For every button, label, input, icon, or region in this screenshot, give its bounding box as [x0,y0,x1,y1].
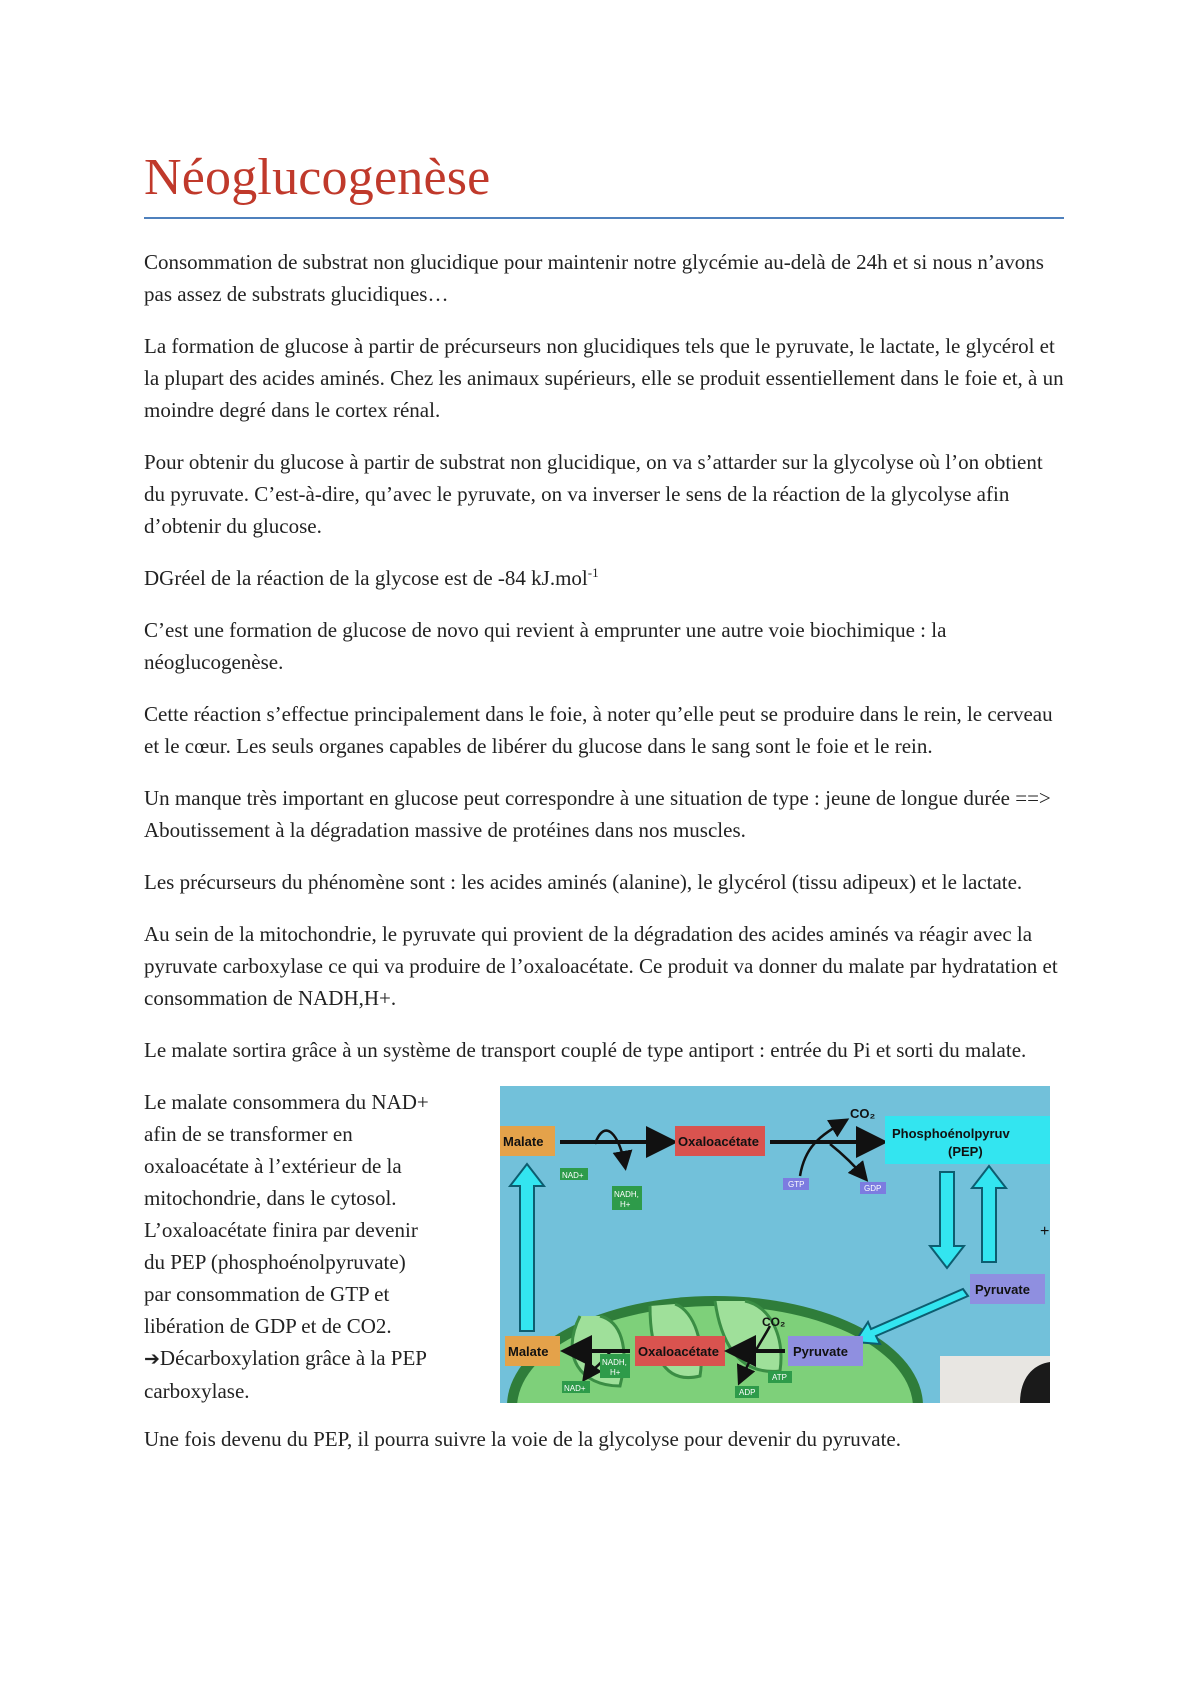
side-text-line: mitochondrie, dans le cytosol. [144,1186,397,1210]
diagonal-arrow [855,1289,968,1344]
paragraph: Consommation de substrat non glucidique pour maintenir notre glycémie au-delà de 24h et si nous n’avons pas assez de substrats glucidiques… [144,250,1044,306]
nadh-bottom-label: NADH, [602,1358,627,1367]
atp-label: ATP [772,1373,787,1382]
plus-label: + [1040,1223,1050,1240]
side-text-line: par consommation de GTP et [144,1282,390,1306]
gluconeogenesis-diagram [500,1086,1050,1403]
dg-text: DGréel de la réaction de la glycose est de -84 kJ.mol [144,566,588,590]
pyruvate-right-label: Pyruvate [975,1282,1030,1297]
side-text-arrow-label: Décarboxylation grâce à la PEP [159,1346,427,1370]
paragraph: La formation de glucose à partir de précurseurs non glucidiques tels que le pyruvate, le lactate, le glycérol et la plupart des acides aminés. Chez les animaux supérieurs, elle se produit essentiellement dans le foie et, à un moindre degré dans le cortex rénal. [144,334,1064,422]
cofactor-arrow [830,1144,865,1178]
cofactor-arrow [800,1121,845,1176]
paragraph: Au sein de la mitochondrie, le pyruvate qui provient de la dégradation des acides aminés va réagir avec la pyruvate carboxylase ce qui va produire de l’oxaloacétate. Ce produit va donner du malate par hydratation et consommation de NADH,H+. [144,922,1058,1010]
oxaloacetate-top-label: Oxaloacétate [678,1134,759,1149]
oxaloacetate-bottom-label: Oxaloacétate [638,1344,719,1359]
title-underline [144,217,1064,219]
side-text-line: libération de GDP et de CO2. [144,1314,392,1338]
nad-plus-top-label: NAD+ [562,1171,584,1180]
h-plus-top-label: H+ [620,1200,631,1209]
side-text-line: Le malate consommera du NAD+ [144,1090,429,1114]
side-text-line: L’oxaloacétate finira par devenir [144,1218,418,1242]
cofactor-arrow [595,1131,625,1166]
malate-bottom-label: Malate [508,1344,549,1359]
co2-top-label: CO₂ [850,1106,876,1121]
text-with-figure [144,1086,1064,1407]
paragraph: Cette réaction s’effectue principalement dans le foie, à noter qu’elle peut se produire dans le rein, le cerveau et le cœur. Les seuls organes capables de libérer du glucose dans le sang sont le foie et le rein. [144,702,1053,758]
paragraph: Une fois devenu du PEP, il pourra suivre la voie de la glycolyse pour devenir du pyruvate. [144,1427,901,1451]
pep-abbr-label: (PEP) [948,1144,983,1159]
paragraph: Les précurseurs du phénomène sont : les acides aminés (alanine), le glycérol (tissu adipeux) et le lactate. [144,870,1023,894]
nad-plus-bottom-label: NAD+ [564,1384,586,1393]
figure-side-text [144,1086,484,1407]
side-text-line-arrow [144,1342,484,1375]
paragraph: Un manque très important en glucose peut correspondre à une situation de type : jeune de longue durée ==> Aboutissement à la dégradation massive de protéines dans nos muscles. [144,786,1051,842]
nadh-top-label: NADH, [614,1190,639,1199]
side-text-line: du PEP (phosphoénolpyruvate) [144,1250,406,1274]
dg-paragraph [144,562,1064,594]
down-arrow [930,1172,964,1268]
side-text-line: afin de se transformer en [144,1122,353,1146]
paragraph: Le malate sortira grâce à un système de transport couplé de type antiport : entrée du Pi et sorti du malate. [144,1038,1027,1062]
malate-top-label: Malate [503,1134,544,1149]
side-text-line: oxaloacétate à l’extérieur de la [144,1154,402,1178]
malate-export-arrow [510,1164,544,1331]
right-arrow-icon: ➔ [144,1348,160,1370]
gdp-label: GDP [864,1184,882,1193]
document-body [144,246,1064,1455]
pyruvate-bottom-label: Pyruvate [793,1344,848,1359]
page-title: Néoglucogenèse [144,149,491,206]
dg-exponent: -1 [587,565,599,580]
h-plus-bottom-label: H+ [610,1368,621,1377]
adp-label: ADP [739,1388,756,1397]
paragraph: C’est une formation de glucose de novo qui revient à emprunter une autre voie biochimique : la néoglucogenèse. [144,618,947,674]
gtp-label: GTP [788,1180,805,1189]
pep-label: Phosphoénolpyruv [892,1126,1010,1141]
paragraph: Pour obtenir du glucose à partir de substrat non glucidique, on va s’attarder sur la glycolyse où l’on obtient du pyruvate. C’est-à-dire, qu’avec le pyruvate, on va inverser le sens de la réaction de la glycolyse afin d’obtenir du glucose. [144,450,1043,538]
up-arrow [972,1166,1006,1262]
side-text-line: carboxylase. [144,1379,250,1403]
co2-bottom-label: CO₂ [762,1315,786,1329]
